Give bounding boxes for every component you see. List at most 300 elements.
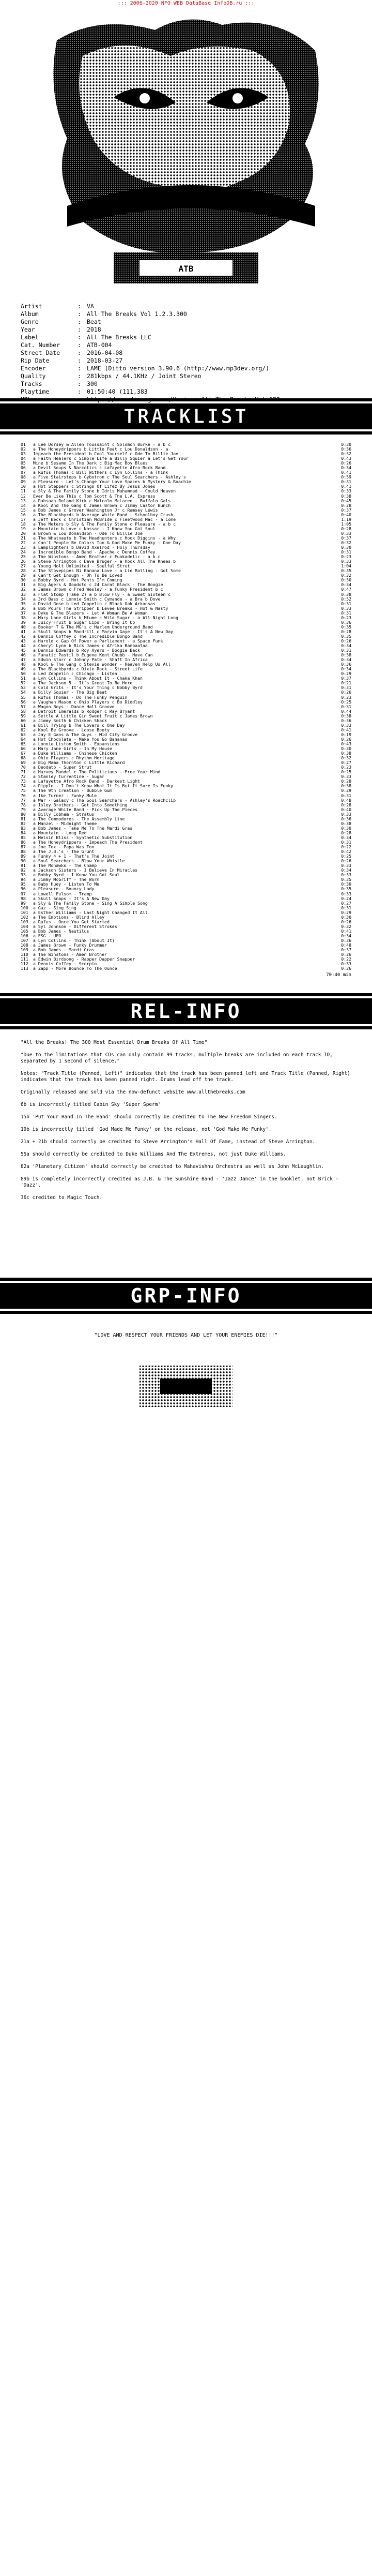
track-number: 13	[21, 498, 26, 503]
track-row	[21, 896, 351, 901]
info-key: Label	[21, 334, 39, 341]
track-number: 109	[21, 947, 28, 953]
note-paragraph: Originally released and sold via the now-defunct website www.allthebreaks.com	[21, 1089, 245, 1095]
track-number: 24	[21, 549, 26, 555]
track-number: 28	[21, 568, 26, 574]
track-duration: 0:22	[341, 844, 351, 850]
track-number: 22	[21, 540, 26, 545]
track-number: 34	[21, 596, 26, 602]
track-number: 85	[21, 834, 26, 840]
track-row	[21, 774, 351, 779]
track-number: 82	[21, 820, 26, 826]
track-number: 96	[21, 886, 26, 892]
track-number: 20	[21, 530, 26, 536]
track-duration: 0:29	[341, 788, 351, 793]
info-key: Playtime	[21, 388, 50, 395]
track-duration: 0:27	[341, 760, 351, 766]
info-row: Artist : VA	[21, 303, 94, 310]
track-number: 102	[21, 914, 28, 920]
track-number: 23	[21, 545, 26, 550]
tracklist-header	[0, 398, 372, 435]
track-title: a James Brown - Funky Drummer	[33, 943, 107, 948]
track-row	[21, 695, 351, 700]
track-number: 36	[21, 605, 26, 611]
track-title: a Bill Trying b The Lovers c One Day	[33, 723, 125, 728]
track-title: a Funky 4 + 1 - That's The Joint	[33, 854, 115, 859]
track-duration: 0:34	[341, 834, 351, 840]
note-paragraph: 6b is incorrectly titled Cabin Sky 'Super Sperm'	[21, 1102, 161, 1107]
track-title: a Detroit Emeralds b Rodger c Ray Bryant	[33, 709, 135, 714]
track-number: 37	[21, 610, 26, 616]
track-row	[21, 676, 351, 681]
track-title: a Pleasure - Bouncy Lady	[33, 887, 95, 892]
track-row	[21, 470, 351, 475]
track-title: a Mary Jane Girls - In My House	[33, 746, 112, 752]
track-row	[21, 714, 351, 718]
track-duration: 0:26	[341, 919, 351, 924]
track-number: 19	[21, 526, 26, 531]
track-number: 62	[21, 727, 26, 732]
track-row	[21, 555, 351, 559]
track-duration: 0:34	[341, 465, 351, 471]
track-number: 48	[21, 662, 26, 667]
track-row	[21, 854, 351, 859]
track-number: 80	[21, 811, 26, 817]
track-title: a Incredible Bongo Band - Apache c Dennis Coffey	[33, 550, 156, 555]
note-paragraph: 15b 'Put Your Hand In The Hand' should correctly be credited to The New Freedom Singers.	[21, 1114, 277, 1120]
track-row	[21, 681, 351, 685]
track-row	[21, 513, 351, 517]
track-duration: 0:31	[341, 792, 351, 798]
track-number: 42	[21, 633, 26, 639]
track-row	[21, 934, 351, 938]
track-duration: 0:34	[341, 867, 351, 873]
track-title: a Vaughan Mason c Ohio Players c Bo Diddley	[33, 699, 143, 705]
info-key: Artist	[21, 303, 42, 310]
track-row	[21, 817, 351, 821]
track-duration: 0:31	[341, 648, 351, 653]
track-title: a The Mohawks - The Champ	[33, 863, 97, 868]
track-duration: 0:38	[341, 652, 351, 658]
track-duration: 0:47	[341, 587, 351, 592]
track-duration: 0:42	[341, 849, 351, 855]
track-row	[21, 882, 351, 887]
info-key: Street Date	[21, 349, 60, 356]
track-title: a Jackson Sisters - I Believe In Miracles	[33, 868, 138, 873]
track-title: a The Blackbyrds b Average White Band - Schoolboy Crush	[33, 512, 174, 517]
track-title: a Gaz - Sing Sing	[33, 905, 76, 910]
track-row	[21, 616, 351, 620]
track-row	[21, 452, 351, 456]
track-duration: 0:33	[341, 530, 351, 536]
track-row	[21, 732, 351, 737]
note-paragraph: 89b is completely incorrectly credited as J.B. & The Sunshine Band - 'Jazz Dance' in the booklet, not Brick - 'Dazz'.	[21, 1176, 339, 1188]
track-row	[21, 522, 351, 527]
track-duration: 0:28	[341, 830, 351, 835]
track-row	[21, 831, 351, 835]
track-row	[21, 929, 351, 934]
track-title: a Jimmy Smith b Chicken Shack	[33, 718, 107, 723]
track-number: 108	[21, 942, 28, 948]
track-number: 104	[21, 923, 28, 929]
track-number: 65	[21, 741, 26, 746]
track-duration: 0:37	[341, 507, 351, 513]
track-row	[21, 920, 351, 924]
track-row	[21, 957, 351, 962]
track-row	[21, 667, 351, 671]
info-row: Album : All The Breaks Vol 1.2.3.300	[21, 310, 187, 318]
track-title: a Flat Stomp (Take 2) a b Blow Fly - a Sweet Sixteen c	[33, 592, 171, 597]
track-number: 73	[21, 778, 26, 784]
track-title: a Cold Grits - It's Your Thing c Bobby Byrd	[33, 685, 143, 691]
note-paragraph: 55a should correctly be credited to Duke Williams And The Extremes, not just Duke Williams.	[21, 1151, 286, 1157]
track-row	[21, 924, 351, 929]
track-row	[21, 578, 351, 582]
track-duration: 0:31	[341, 839, 351, 845]
track-title: a Big Mama Thornton c Little Richard	[33, 760, 125, 766]
track-duration: 0:35	[341, 886, 351, 892]
track-duration: 0:30	[341, 577, 351, 583]
track-title: a Mountain b Love c Nassar - I Know You Got Soul	[33, 526, 156, 531]
track-duration: 0:26	[341, 460, 351, 466]
track-duration: 0:28	[341, 502, 351, 508]
track-duration: 0:25	[341, 853, 351, 859]
track-title: a Fanatic Pastil b Eugene Kent Chubb - Have Can	[33, 653, 153, 658]
track-duration: 0:26	[341, 858, 351, 864]
track-row	[21, 746, 351, 751]
track-row	[21, 793, 351, 798]
track-title: a Jimmy McGriff - The Worm	[33, 877, 100, 882]
track-duration: 0:31	[341, 703, 351, 709]
track-row	[21, 564, 351, 568]
track-title: a Lowell Fulsom - Tramp	[33, 891, 92, 896]
track-title: a Rufus Thomas - Do The Funky Penguin	[33, 695, 128, 700]
track-row	[21, 541, 351, 545]
track-row	[21, 568, 351, 573]
track-row	[21, 952, 351, 957]
track-duration: 0:28	[341, 802, 351, 807]
track-title: a Edwin Starr c Johnny Pate - Shaft In Africa	[33, 657, 148, 663]
track-title: a Settle A Little Gin Sweet Fruit c James Brown	[33, 713, 153, 718]
track-number: 105	[21, 928, 28, 934]
track-duration: 0:26	[341, 966, 351, 971]
track-title: a Baby Huey - Listen To Me	[33, 882, 100, 887]
track-duration: 0:35	[341, 877, 351, 882]
track-duration: 0:37	[341, 947, 351, 953]
track-title: a Jay E Gans & The Guys - Mid City Groove	[33, 732, 138, 737]
track-title: a Bob James - Take Me To The Mardi Gras	[33, 826, 133, 831]
track-title: a Kool Be Groove - Loose Booty	[33, 727, 110, 732]
track-number: 97	[21, 891, 26, 896]
track-title: a Bob James - Nautilus	[33, 928, 89, 934]
track-number: 56	[21, 699, 26, 705]
track-title: a Can't Get Enough - Oh To Be Loved	[33, 573, 122, 578]
track-duration: 0:25	[341, 769, 351, 775]
track-duration: 0:43	[341, 456, 351, 461]
track-number: 86	[21, 839, 26, 845]
track-number: 110	[21, 952, 28, 957]
track-row	[21, 657, 351, 662]
track-number: 78	[21, 802, 26, 807]
track-duration: 0:33	[341, 774, 351, 780]
track-number: 61	[21, 722, 26, 728]
track-row	[21, 966, 351, 971]
track-duration: 0:33	[341, 722, 351, 728]
track-duration: 0:30	[341, 442, 351, 447]
track-row	[21, 887, 351, 891]
track-row	[21, 611, 351, 616]
track-row	[21, 662, 351, 667]
footer-ascii-art	[129, 1355, 243, 1417]
track-number: 64	[21, 736, 26, 742]
track-number: 94	[21, 877, 26, 882]
track-title: a Brown & Lou Donaldson - Ode To Billie Joe	[33, 531, 143, 536]
track-title: a Average White Band - Pick Up The Pieces	[33, 807, 138, 812]
track-row	[21, 873, 351, 877]
track-number: 63	[21, 731, 26, 737]
track-number: 76	[21, 792, 26, 798]
track-title: a Deodato - Super Strut	[33, 765, 92, 770]
track-duration: 0:38	[341, 820, 351, 826]
info-row: Year : 2018	[21, 326, 101, 333]
release-notes	[21, 1040, 351, 1207]
track-row	[21, 742, 351, 746]
track-duration: 0:33	[341, 961, 351, 967]
info-row: Street Date : 2016-04-08	[21, 349, 123, 356]
track-duration: 0:33	[341, 811, 351, 817]
track-title: a Esther Williams - Last Night Changed It All	[33, 910, 148, 915]
track-number: 10	[21, 484, 26, 489]
note-paragraph: "All the Breaks! The 300 Most Essential Drum Breaks Of All Time"	[21, 1040, 208, 1045]
track-title: a Rufus Thomas c Bill Withers c Lyn Collins - a Think	[33, 470, 168, 475]
track-number: 29	[21, 573, 26, 578]
info-row: Cat. Number : ATB-004	[21, 341, 112, 349]
track-duration: 0:43	[341, 741, 351, 746]
track-number: 12	[21, 493, 26, 499]
track-row	[21, 466, 351, 470]
track-title: a Melvin Bliss - Synthetic Substitution	[33, 835, 133, 840]
track-title: a Booker T & The MG's c Harlem Underground Band	[33, 624, 153, 630]
track-title: a Bob Pours The Stripper b Levee Breaks - Hot & Nasty	[33, 606, 168, 611]
track-title: a David Rose b Led Zeppelin c Black Oak Arkansas	[33, 601, 156, 606]
track-title: a Ripple - I Don't Know What It Is But It Sure Is Funky	[33, 784, 174, 789]
track-row	[21, 845, 351, 849]
track-title: a Bobby Byrd - I Know You Got Soul	[33, 873, 120, 878]
track-title: a Rahsaan Roland Kirk c Malcolm McLaren - Buffalo Gals	[33, 498, 171, 503]
group-greeting: "LOVE AND RESPECT YOUR FRIENDS AND LET YOUR ENEMIES DIE!!!"	[94, 1332, 278, 1338]
track-row	[21, 849, 351, 854]
track-duration: 0:19	[341, 731, 351, 737]
track-title: a Devil Soups & Narcotics c Lafayette Afro-Rock Band	[33, 466, 166, 471]
track-duration: 0:33	[341, 605, 351, 611]
track-duration: 0:32	[341, 540, 351, 545]
track-title: a Jeff Beck c Christian McBride c Fleetwood Mac - a Come	[33, 517, 176, 522]
info-value: 2018-03-27	[87, 357, 123, 364]
track-number: 04	[21, 456, 26, 461]
track-number: 79	[21, 806, 26, 812]
track-number: 58	[21, 708, 26, 714]
track-row	[21, 770, 351, 774]
track-duration: 0:34	[341, 933, 351, 938]
track-title: a Faith Healers c Simple Life a Billy Squier a Let's Get Your	[33, 456, 189, 461]
track-number: 31	[21, 582, 26, 588]
track-row	[21, 550, 351, 555]
track-number: 69	[21, 760, 26, 766]
track-title: a Edwin Birdsong - Rapper Dapper Snapper	[33, 957, 135, 962]
track-duration: 0:32	[341, 573, 351, 578]
track-number: 16	[21, 512, 26, 517]
track-duration: 0:40	[341, 806, 351, 812]
track-number: 93	[21, 872, 26, 878]
track-row	[21, 503, 351, 508]
tracklist-header-text: TRACKLIST	[123, 405, 249, 428]
track-row	[21, 812, 351, 817]
track-duration: 0:30	[341, 545, 351, 550]
track-duration: 0:36	[341, 619, 351, 625]
track-title: a Lonnie Liston Smith - Expansions	[33, 742, 120, 746]
track-title: a 3rd Bass c Lonnie Smith c Cymande - a Bra b Dove	[33, 596, 161, 602]
track-number: 15	[21, 507, 26, 513]
info-value: 281kbps / 44.1KHz / Joint Stereo	[87, 372, 202, 380]
track-title: a The Winstons - Amen Brother	[33, 952, 107, 957]
total-time: 70:40 min	[326, 972, 351, 978]
track-number: 57	[21, 703, 26, 709]
track-row	[21, 835, 351, 840]
track-number: 32	[21, 587, 26, 592]
track-title: a Bobby Byrd - Hot Pants I'm Coming	[33, 578, 122, 583]
track-duration: 0:38	[341, 493, 351, 499]
track-title: a Lamplighters b David Axelrod - Holy Thursday	[33, 545, 150, 550]
track-number: 44	[21, 643, 26, 649]
track-number: 09	[21, 479, 26, 485]
info-value: All The Breaks LLC	[87, 334, 151, 341]
track-title: a Bob James - Mardi Gras	[33, 948, 95, 953]
track-row	[21, 587, 351, 592]
track-row	[21, 630, 351, 634]
track-row	[21, 582, 351, 587]
track-number: 40	[21, 624, 26, 630]
note-paragraph: 21a + 21b should correctly be credited to Steve Arrington's Hall Of Fame, instead of Steve Arrington.	[21, 1139, 316, 1145]
track-row	[21, 910, 351, 915]
note-paragraph: 19b is incorrectly titled 'God Made Me Funky' on the release, not 'God Make Me Funky'.	[21, 1127, 272, 1132]
track-title: a Kool And The Gang b James Brown c Jimmy Castor Bunch	[33, 503, 171, 508]
track-duration: 0:26	[341, 638, 351, 643]
track-number: 71	[21, 769, 26, 775]
track-title: a Dennis Edwards b Roy Ayers - Boogie Back	[33, 648, 141, 653]
info-key: Album	[21, 310, 39, 318]
track-duration: 0:28	[341, 778, 351, 784]
track-duration: 0:22	[341, 956, 351, 962]
track-duration: 0:33	[341, 559, 351, 564]
track-number: 88	[21, 849, 26, 855]
track-duration: 0:52	[341, 596, 351, 602]
track-number: 66	[21, 746, 26, 752]
track-duration: 0:30	[341, 914, 351, 920]
track-title: a ESG - UFO	[33, 933, 61, 938]
track-title: a Lee Dorsey & Allen Toussaint c Solomon Burke - a b c	[33, 442, 171, 447]
track-duration: 0:41	[341, 727, 351, 732]
track-number: 90	[21, 858, 26, 864]
info-value: 2018	[87, 326, 101, 333]
track-row	[21, 620, 351, 625]
track-row	[21, 906, 351, 910]
track-title: Ever Be Like This c Tom Scott & The L.A. Express	[33, 493, 156, 499]
track-title: Mine b Sesame In The Dark c Big Mac Boy Blues	[33, 461, 148, 466]
track-row	[21, 527, 351, 531]
track-number: 107	[21, 937, 28, 943]
release-info	[21, 303, 351, 403]
track-row	[21, 756, 351, 760]
track-duration: 0:48	[341, 797, 351, 803]
track-duration: 0:31	[341, 601, 351, 606]
track-number: 68	[21, 755, 26, 761]
track-duration: 0:38	[341, 591, 351, 597]
track-number: 17	[21, 516, 26, 522]
track-number: 60	[21, 717, 26, 723]
track-number: 55	[21, 694, 26, 700]
track-duration: 0:33	[341, 891, 351, 896]
note-paragraph: "Due to the limitations that CDs can only contain 99 tracks, multiple breaks are included on each track ID, separated by 1 second of silence."	[21, 1052, 333, 1064]
track-number: 95	[21, 881, 26, 887]
track-number: 101	[21, 909, 28, 915]
info-row: Quality : 281kbps / 44.1KHz / Joint Stereo	[21, 372, 202, 380]
track-duration: 0:48	[341, 942, 351, 948]
info-row: Rip Date : 2018-03-27	[21, 357, 123, 364]
track-duration: 0:35	[341, 633, 351, 639]
track-title: a Ike Turner - Funky Mule	[33, 793, 97, 798]
track-row	[21, 938, 351, 943]
info-row: Playtime : 01:50:40 (111,383	[21, 388, 148, 395]
track-title: a Harvey Mandel c The Politicians - Free Your Mind	[33, 770, 161, 775]
info-key: Tracks	[21, 380, 42, 387]
track-duration: 0:31	[341, 610, 351, 616]
track-number: 52	[21, 680, 26, 686]
track-title: a The Blackbyrds c Dixie Rock - Street Life	[33, 667, 143, 672]
track-title: a Joe Tex - Papa Was Too	[33, 845, 95, 850]
track-title: a Mary Lane Girls b Mtume c Wild Sugar - a All Night Long	[33, 615, 178, 620]
track-row	[21, 685, 351, 690]
track-row	[21, 765, 351, 770]
ascii-art-banner	[36, 9, 336, 299]
track-row	[21, 915, 351, 920]
info-key: Cat. Number	[21, 341, 60, 349]
track-number: 35	[21, 601, 26, 606]
track-number: 51	[21, 676, 26, 681]
track-row	[21, 751, 351, 756]
track-duration: 0:36	[341, 816, 351, 821]
track-duration: 0:31	[341, 549, 351, 555]
track-title: Impeach the President b Cool Yourself c Ode To Billie Joe	[33, 452, 178, 457]
track-duration: 1:19	[341, 516, 351, 522]
track-number: 14	[21, 502, 26, 508]
track-title: a Rufus - Once You Get Started	[33, 919, 110, 924]
relinfo-header	[0, 993, 372, 1029]
track-duration: 0:36	[341, 662, 351, 667]
track-number: 99	[21, 900, 26, 906]
track-row	[21, 821, 351, 826]
track-number: 87	[21, 844, 26, 850]
track-number: 03	[21, 451, 26, 457]
track-duration: 0:23	[341, 615, 351, 620]
track-number: 74	[21, 783, 26, 789]
info-value: ATB-004	[87, 341, 112, 349]
track-row	[21, 606, 351, 611]
track-number: 07	[21, 470, 26, 475]
track-title: a Stanley Turrentine - Sugar	[33, 774, 105, 780]
track-duration: 0:35	[341, 624, 351, 630]
track-number: 103	[21, 919, 28, 924]
track-row	[21, 494, 351, 499]
